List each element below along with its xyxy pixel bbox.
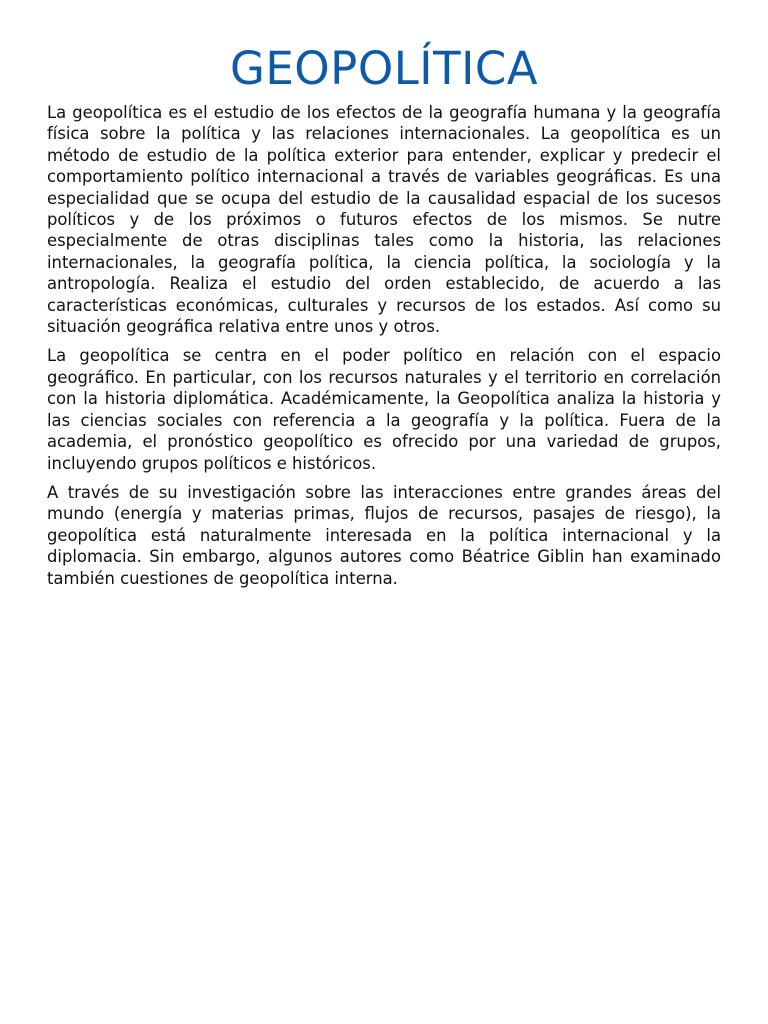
paragraph-3: A través de su investigación sobre las interacciones entre grandes áreas del mundo (energía y materias primas, flujos de recursos, pasajes de riesgo), la geopolítica está naturalmente interesada en la política internacional y la diplomacia. Sin embargo, algunos autores como Béatrice Giblin han examinado también cuestiones de geopolítica interna. [47, 482, 721, 588]
document-title: GEOPOLÍTICA [229, 42, 539, 95]
paragraph-2: La geopolítica se centra en el poder político en relación con el espacio geográfico. En particular, con los recursos naturales y el territorio en correlación con la historia diplomática. Académicamente, la Geopolítica analiza la historia y las ciencias sociales con referencia a la geografía y la política. Fuera de la academia, el pronóstico geopolítico es ofrecido por una variedad de grupos, incluyendo grupos políticos e históricos. [47, 346, 721, 473]
paragraph-1: La geopolítica es el estudio de los efectos de la geografía humana y la geografía física sobre la política y las relaciones internacionales. La geopolítica es un método de estudio de la política exterior para entender, explicar y predecir el comportamiento político internacional a través de variables geográficas. Es una especialidad que se ocupa del estudio de la causalidad espacial de los sucesos políticos y de los próximos o futuros efectos de los mismos. Se nutre especialmente de otras disciplinas tales como la historia, las relaciones internacionales, la geografía política, la ciencia política, la sociología y la antropología. Realiza el estudio del orden establecido, de acuerdo a las características económicas, culturales y recursos de los estados. Así como su situación geográfica relativa entre unos y otros. [47, 103, 721, 337]
